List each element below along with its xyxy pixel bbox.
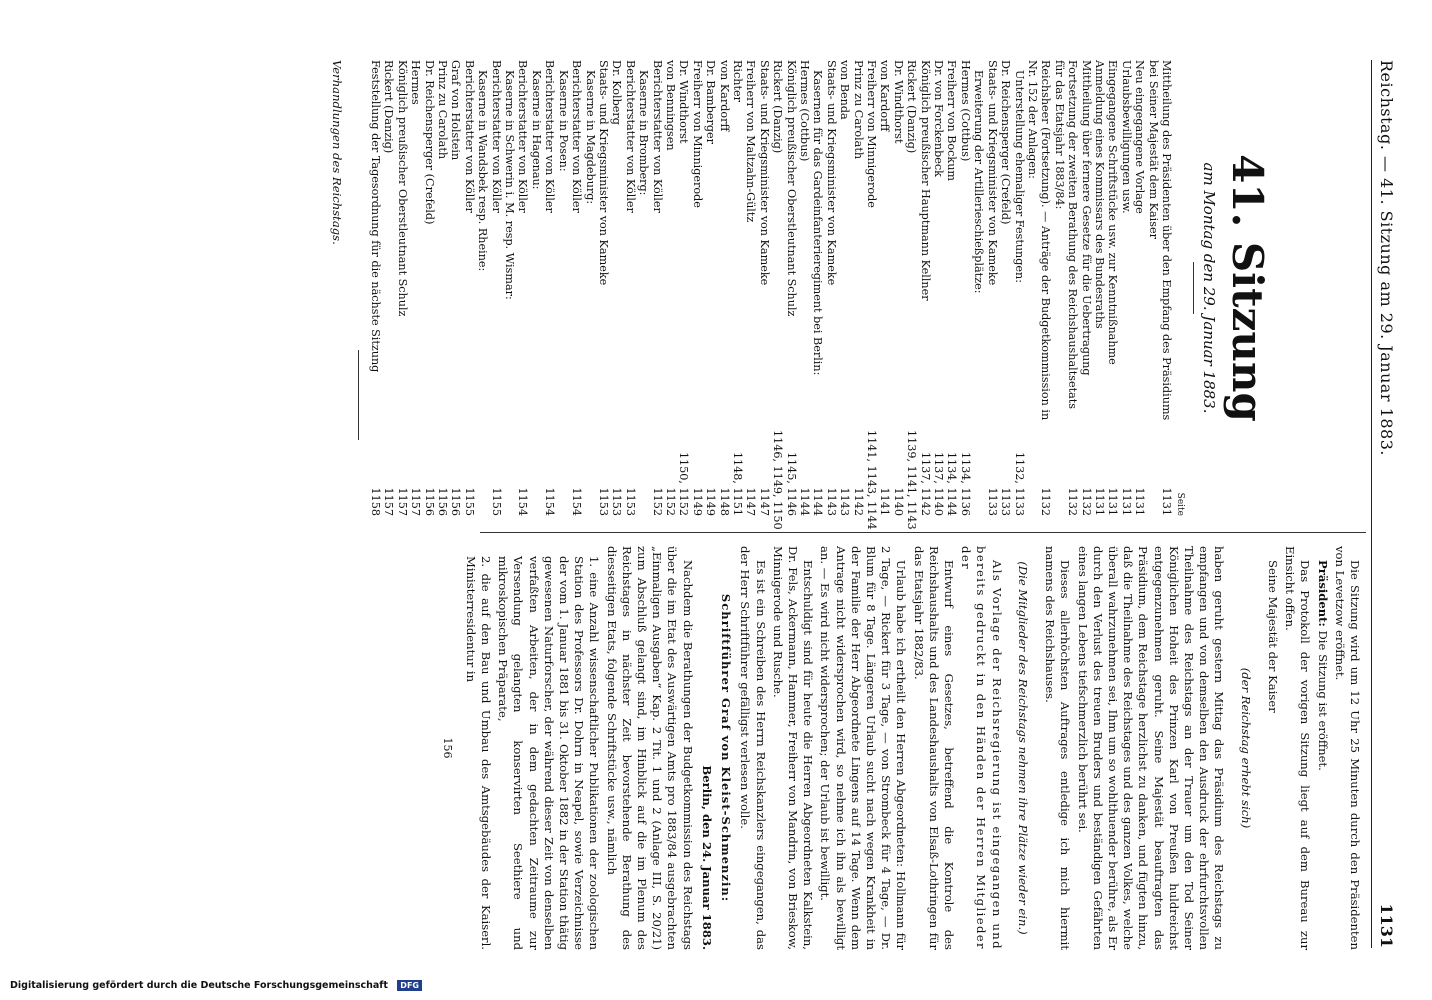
secretary-heading: Schriftführer Graf von Kleist-Schmenzin:	[719, 593, 734, 903]
toc-entry	[556, 60, 569, 516]
toc-entry	[637, 60, 650, 516]
letter-intro-paragraph: Es ist ein Schreiben des Herrn Reichskanzlers eingegangen, das der Herr Schriftführer gefälligst verlesen wolle.	[738, 546, 768, 950]
toc-entry	[945, 60, 958, 516]
toc-entry	[891, 60, 904, 516]
toc-entry	[1106, 60, 1119, 516]
toc-entry-pages: 1146, 1149, 1150	[771, 430, 785, 530]
dfg-logo: DFG	[397, 980, 422, 991]
toc-entry-text: Anmeldung eines Kommissars des Bundesraths	[1092, 60, 1106, 329]
toc-entry-pages: 1154	[543, 487, 557, 516]
toc-entry-text: von Benda	[838, 60, 852, 120]
toc-entry-text: Rickert (Danzig)	[905, 60, 919, 154]
toc-entry-text: Berichterstatter von Köller	[462, 60, 476, 213]
toc-entry-text: Kaserne in Bromberg:	[637, 70, 651, 196]
toc-entry	[838, 60, 851, 516]
excused-paragraph: Entschuldigt sind für heute die Herren Abgeordneten Kalkstein, Dr. Fels, Ackermann, Hammer, Freiherr von Mandrin, von Brieskow, Minnigerode und Rusche.	[770, 546, 816, 950]
toc-entry	[369, 60, 382, 516]
toc-entry-text: Kaserne in Hagenau:	[529, 70, 543, 190]
toc-entry-pages: 1143	[838, 487, 852, 516]
toc-entry-text: Mittheilung über fernere Gesetze für die Uebertragung	[1079, 60, 1093, 376]
toc-entry	[650, 60, 663, 516]
toc-entry-text: Dr. Reichensperger (Crefeld)	[999, 60, 1013, 225]
toc-entry-pages: 1155	[489, 487, 503, 516]
credit-text: Digitalisierung gefördert durch die Deutsche Forschungsgemeinschaft	[10, 980, 388, 991]
toc-entry	[851, 60, 864, 516]
toc-entry	[570, 60, 583, 516]
majesty-line: Seine Majestät der Kaiser	[1265, 560, 1280, 713]
toc-entry-text: Dr. von Forckenbeck	[932, 60, 946, 177]
letter-body: Nachdem die Berathungen der Budgetkommission des Reichstags über die im Etat des Auswärtigen Amts pro 1883/84 ausgebrachten „Einmaligen Ausgaben“ Kap. 2 Tit. 1 und 2 (Anlage III, S. 20/21) zum Abschluß gelangt sind, im Hinblick auf die im Plenum des Reichstages in nächster Zeit bevorstehende Berathung des diesseitigen Etats, folgende Schriftstücke usw., nämlich	[604, 546, 695, 950]
toc-entry-pages: 1155	[462, 487, 476, 516]
toc-entry-text: Reichsheer (Fortsetzung). — Anträge der Budgetkommission in Nr. 152 der Anlagen:	[1025, 60, 1053, 421]
table-of-contents-column	[102, 60, 1362, 530]
leave-paragraph: Urlaub habe ich ertheilt den Herren Abgeordneten: Hollmann für 2 Tage, — Rickert für 3 Tage, — von Strombeck für 4 Tage, — Dr. Blum für 8 Tage. Längeren Urlaub sucht nach wegen Krankheit in der Familie der Herr Abgeordnete Lingens auf 14 Tage. Wenn dem Antrage nicht widersprochen wird, so nehme ich ihn als bewilligt an. — Es wird nicht widersprochen; der Urlaub ist bewilligt.	[818, 546, 909, 950]
toc-entry-pages: 1143	[824, 487, 838, 516]
toc-entry-text: Eingegangene Schriftstücke usw. zur Kenntnißnahme	[1106, 60, 1120, 365]
toc-entry-text: Neu eingegangene Vorlage	[1133, 60, 1147, 214]
mandate-paragraph: Dieses allerhöchsten Auftrages entledige ich mich hiermit namens des Reichshauses.	[1043, 546, 1073, 950]
toc-entry	[1119, 60, 1132, 516]
toc-entry	[771, 60, 785, 530]
toc-entry-pages: 1152	[663, 487, 677, 516]
toc-entry	[664, 60, 677, 516]
toc-entry	[1079, 60, 1092, 516]
toc-entry-text: Graf von Holstein	[449, 60, 463, 161]
toc-entry-pages: 1156	[422, 487, 436, 516]
toc-entry-pages: 1132, 1133	[1012, 451, 1026, 516]
toc-entry-text: Hermes (Cottbus)	[798, 60, 812, 162]
toc-entry-text: Prinz zu Carolath	[436, 60, 450, 160]
stage-direction-sit: (Die Mitglieder des Reichstags nehmen ihre Plätze wieder ein.)	[1016, 561, 1031, 935]
toc-entry-text: Erweiterung der Artillerieschießplätze:	[972, 70, 986, 294]
toc-entry	[583, 60, 596, 516]
draft-law-paragraph: Entwurf eines Gesetzes, betreffend die Kontrole des Reichshaushalts und des Landeshaushalts von Elsaß-Lothringen für das Etatsjahr 1882/83.	[911, 546, 956, 950]
toc-entry	[436, 60, 449, 516]
toc-entry-text: Berichterstatter von Köller	[516, 60, 530, 213]
toc-entry-pages: 1133	[999, 487, 1013, 516]
toc-entry-pages: 1154	[516, 487, 530, 516]
toc-entry-text: Unterstellung ehemaliger Festungen:	[1012, 70, 1026, 283]
protocol-paragraph: Das Protokoll der vorigen Sitzung liegt auf dem Bureau zur Einsicht offen.	[1283, 546, 1313, 950]
toc-entry-pages: 1137, 1140	[932, 451, 946, 516]
publication-footer: Verhandlungen des Reichstags.	[329, 60, 344, 245]
toc-entry-pages: 1132	[1079, 487, 1093, 516]
toc-entry-pages: 1133	[985, 487, 999, 516]
toc-entry-text: Prinz zu Carolath	[851, 60, 865, 160]
session-date: am Montag den 29. Januar 1883.	[1200, 162, 1218, 414]
toc-entry-pages: 1148	[717, 487, 731, 516]
toc-entry-text: Rickert (Danzig)	[382, 60, 396, 154]
toc-entry-pages: 1147	[744, 487, 758, 516]
letter-list-item: 2. die auf den Bau und Umbau des Amtsgebäudes der Kaiserl. Ministerresidentur in	[463, 556, 494, 950]
submission-paragraph: Als Vorlage der Reichsregierung ist eingegangen und bereits gedruckt in den Händen der Herren Mitglieder der	[959, 546, 1004, 950]
title-rule	[1193, 262, 1194, 314]
toc-entry-pages: 1140	[891, 487, 905, 516]
toc-entry-text: Urlaubsbewilligungen usw.	[1119, 60, 1133, 214]
toc-entry-pages: 1144	[811, 487, 825, 516]
toc-entry-text: von Kardorff	[878, 60, 892, 132]
toc-entry-text: Feststellung der Tagesordnung für die nächste Sitzung	[369, 60, 383, 373]
toc-entry	[462, 60, 475, 516]
toc-entry-pages: 1156	[449, 487, 463, 516]
toc-entry-text: Königlich preußischer Hauptmann Kellner	[918, 60, 932, 301]
toc-entry	[824, 60, 837, 516]
toc-entry-text: Staats- und Kriegsminister von Kameke	[596, 60, 610, 286]
toc-entry-pages: 1152	[650, 487, 664, 516]
toc-entry-text: Freiherr von Minnigerode	[865, 60, 879, 208]
toc-entry	[1052, 60, 1079, 516]
toc-entry-text: Dr. Kolberg	[610, 60, 624, 125]
page-header	[1371, 60, 1400, 948]
toc-entry	[972, 60, 985, 516]
toc-entry	[717, 60, 730, 516]
toc-entry-pages: 1153	[623, 487, 637, 516]
toc-entry-text: Hermes (Cottbus)	[958, 60, 972, 162]
proceedings-column	[112, 546, 1362, 950]
toc-entry	[798, 60, 811, 516]
toc-entry	[1133, 60, 1146, 516]
toc-entry-text: Berichterstatter von Köller	[623, 60, 637, 213]
toc-entry-text: Hermes	[409, 60, 423, 105]
toc-entry-text: von Benningsen	[663, 60, 677, 151]
column-divider	[480, 532, 1366, 533]
toc-entry-pages: 1153	[596, 487, 610, 516]
toc-entry-pages: 1139, 1141, 1143	[905, 430, 919, 530]
toc-entry-text: Königlich preußischer Oberstleutnant Schulz	[784, 60, 798, 317]
toc-entry-pages: 1147	[757, 487, 771, 516]
toc-entry	[395, 60, 408, 516]
toc-entry	[985, 60, 998, 516]
toc-entry-pages: 1132	[1039, 487, 1053, 516]
toc-entry	[744, 60, 757, 516]
toc-entry-text: Mittheilung des Präsidenten über den Empfang des Präsidiums bei Seiner Majestät dem Kaiser	[1146, 60, 1173, 421]
letter-place-date: Berlin, den 24. Januar 1883.	[699, 765, 714, 950]
toc-entry-text: Freiherr von Maltzahn-Gültz	[744, 60, 758, 223]
running-title: Reichstag. — 41. Sitzung am 29. Januar 1883.	[1377, 60, 1396, 456]
toc-entry	[918, 60, 931, 516]
toc-entry-pages: 1137, 1142	[918, 451, 932, 516]
toc-entry	[905, 60, 919, 530]
toc-end-rule	[358, 350, 359, 440]
toc-entry-text: Freiherr von Minnigerode	[690, 60, 704, 208]
toc-entry-pages: 1156	[436, 487, 450, 516]
toc-entry-pages: 1145, 1146	[784, 451, 798, 516]
toc-entry	[1093, 60, 1106, 516]
toc-entry-text: Kaserne in Schwerin i. M. resp. Wismar:	[503, 70, 517, 300]
session-number: 41. Sitzung	[1223, 154, 1272, 422]
toc-entry	[959, 60, 972, 516]
toc-entry	[409, 60, 422, 516]
toc-entry-pages: 1157	[395, 487, 409, 516]
toc-entry-pages: 1131	[1160, 487, 1173, 516]
toc-entry	[610, 60, 623, 516]
toc-entry-pages: 1144	[798, 487, 812, 516]
page-number: 1131	[1377, 903, 1396, 948]
toc-entry	[597, 60, 610, 516]
toc-entry	[1146, 60, 1173, 516]
toc-entry	[1012, 60, 1025, 516]
letter-list-item: 1. eine Anzahl wissenschaftlicher Publikationen der zoologischen Station des Professors Dr. Dohrn in Neapel, sowie Verzeichnisse der vom 1. Januar 1881 bis 31. Oktober 1882 in der Station thätig gewesenen Naturforscher, der während dieser Zeit von denselben verfaßten Arbeiten, der in dem gedachten Zeitraume zur Versendung gelangten konservirten Seethiere und mikroskopischen Präparate,	[496, 556, 602, 950]
toc-entry-text: Staats- und Kriegsminister von Kameke	[757, 60, 771, 286]
president-statement	[1314, 546, 1329, 950]
toc-entry	[382, 60, 395, 516]
toc-entry-text: Richter	[731, 60, 744, 102]
toc-entry-text: von Kardorff	[717, 60, 731, 132]
toc-entry-pages: 1158	[369, 487, 383, 516]
toc-entry	[476, 60, 489, 516]
toc-entry-pages: 1131	[1092, 487, 1106, 516]
toc-entry-pages: 1150, 1152	[677, 451, 691, 516]
toc-entry-text: Staats- und Kriegsminister von Kameke	[985, 60, 999, 286]
toc-entry-pages: 1141	[878, 487, 892, 516]
toc-entry-text: Fortsetzung der zweiten Berathung des Reichshaushaltsetats für das Etatsjahr 1883/84:	[1052, 60, 1080, 409]
stage-direction-rise: (der Reichstag erhebt sich)	[1239, 667, 1254, 829]
toc-entry-pages: 1157	[409, 487, 423, 516]
toc-entry-pages: 1141, 1143, 1144	[865, 430, 879, 530]
toc-entry-pages: 1132	[1066, 487, 1080, 516]
toc-entry	[865, 60, 879, 530]
toc-entry	[878, 60, 891, 516]
toc-entry-pages: 1157	[382, 487, 396, 516]
toc-entry	[1026, 60, 1053, 516]
president-label: Präsident:	[1315, 560, 1330, 627]
toc-entry-pages: 1134, 1144	[945, 451, 959, 516]
table-of-contents	[369, 60, 1173, 530]
letter-item-list	[463, 546, 602, 950]
page-column-label: Seite	[1175, 492, 1185, 516]
toc-entry-pages: 1153	[610, 487, 624, 516]
toc-entry	[784, 60, 797, 516]
toc-entry-text: Dr. Windthorst	[677, 60, 691, 144]
digitization-credit	[10, 980, 440, 994]
signature-number: 156	[440, 737, 454, 759]
toc-entry-text: Berichterstatter von Köller	[543, 60, 557, 213]
toc-entry-text: Staats- und Kriegsminister von Kameke	[824, 60, 838, 286]
toc-entry	[932, 60, 945, 516]
toc-entry	[757, 60, 770, 516]
toc-entry-pages: 1148, 1151	[731, 451, 744, 516]
toc-entry-pages: 1131	[1133, 487, 1147, 516]
toc-entry	[731, 60, 744, 516]
toc-entry-text: Berichterstatter von Köller	[650, 60, 664, 213]
toc-entry-pages: 1131	[1106, 487, 1120, 516]
toc-entry	[422, 60, 435, 516]
president-text: Die Sitzung ist eröffnet.	[1315, 630, 1330, 771]
toc-entry-text: Freiherr von Bockum	[945, 60, 959, 182]
toc-entry-pages: 1149	[704, 487, 718, 516]
toc-entry-text: Kaserne in Magdeburg:	[583, 70, 597, 205]
toc-entry	[543, 60, 556, 516]
toc-entry	[677, 60, 690, 516]
toc-entry	[999, 60, 1012, 516]
opening-paragraph: Die Sitzung wird um 12 Uhr 25 Minuten durch den Präsidenten von Levetzow eröffnet.	[1332, 546, 1362, 950]
toc-entry-text: Berichterstatter von Köller	[489, 60, 503, 213]
toc-entry-text: Dr. Windthorst	[891, 60, 905, 144]
toc-entry-pages: 1154	[570, 487, 584, 516]
toc-entry-text: Kaserne in Wandsbek resp. Rheine:	[476, 70, 490, 272]
report-paragraph: haben geruht gestern Mittag das Präsidium des Reichstags zu empfangen und von demselben den Ausdruck der ehrfurchtsvollen Theilnahme des Reichstags an der Trauer um den Tod Seiner Königlichen Hoheit des Prinzen Karl von Preußen huldreichst entgegenzunehmen geruht. Seine Majestät beauftragten das Präsidium, dem Reichstage herzlichst zu danken, und fügten hinzu, daß die Theilnahme des Reichstages und des ganzen Volkes, welche überall wahrzunehmen sei, Ihm um so wohlthuender berühre, als Er durch den Verlust des treuen Bruders und beständigen Gefährten eines langen Lebens tiefschmerzlich berührt sei.	[1075, 546, 1227, 950]
toc-entry-text: Königlich preußischer Oberstleutnant Schulz	[395, 60, 409, 317]
toc-entry	[704, 60, 717, 516]
toc-entry	[690, 60, 703, 516]
toc-entry-pages: 1131	[1119, 487, 1133, 516]
toc-entry	[489, 60, 502, 516]
toc-entry-text: Kaserne in Posen:	[556, 70, 570, 172]
toc-entry-pages: 1134, 1136	[958, 451, 972, 516]
toc-entry-pages: 1149	[690, 487, 704, 516]
toc-entry-text: Berichterstatter von Köller	[570, 60, 584, 213]
toc-entry-text: Kasernen für das Gardeinfanterieregiment bei Berlin:	[811, 70, 825, 376]
toc-entry-text: Dr. Reichensperger (Crefeld)	[422, 60, 436, 225]
toc-entry	[530, 60, 543, 516]
toc-entry	[623, 60, 636, 516]
toc-entry-pages: 1142	[851, 487, 865, 516]
toc-entry	[516, 60, 529, 516]
toc-entry-text: Dr. Bamberger	[704, 60, 718, 144]
toc-entry	[811, 60, 824, 516]
toc-entry-text: Rickert (Danzig)	[771, 60, 785, 154]
toc-entry	[503, 60, 516, 516]
toc-entry	[449, 60, 462, 516]
